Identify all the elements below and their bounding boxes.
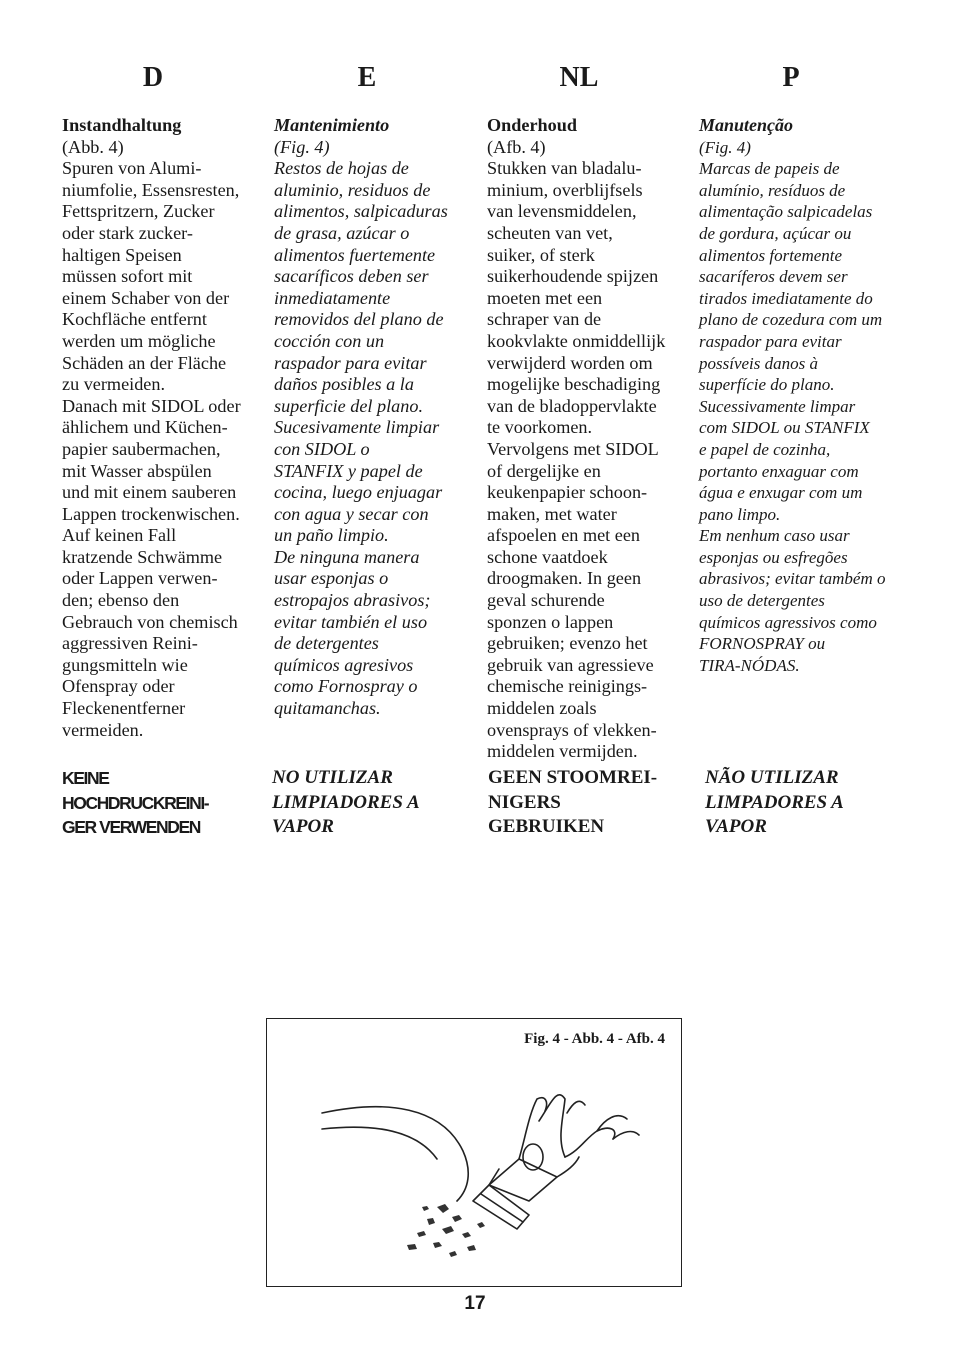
warning-german: KEINE HOCHDRUCKREINI- GER VERWENDEN [62, 768, 209, 837]
column-spanish [274, 115, 474, 720]
body-text: Stukken van bladalu- minium, overblijfsels van levensmiddelen, scheuten van vet, suiker, of sterk suikerhoudende spijzen moeten met een schraper van de kookvlakte onmiddellijk verwijderd worden om mogelijke beschadiging van de bladoppervlakte te voorkomen. Vervolgens met SIDOL of dergelijke en keukenpapier schoon- maken, met water afspoelen en met een schone vaatdoek droogmaken. In geen geval schurende sponzen o lappen gebruiken; evenzo het gebruik van agressieve chemische reinigings- middelen zoals ovensprays of vlekken- middelen vermijden. [487, 158, 666, 762]
section-heading: Instandhaltung [62, 115, 182, 135]
column-german [62, 115, 262, 741]
figure-reference: (Fig. 4) [274, 136, 330, 157]
column-portuguese [699, 115, 904, 676]
figure-box [266, 1018, 682, 1287]
scraper-cleaning-hob-icon [267, 1019, 681, 1286]
page-number: 17 [464, 1293, 486, 1314]
warning-spanish: NO UTILIZAR LIMPIADORES A VAPOR [272, 767, 420, 837]
language-header-pt: P [782, 62, 800, 93]
section-heading: Onderhoud [487, 115, 577, 135]
figure-reference: (Afb. 4) [487, 136, 546, 157]
body-text: Marcas de papeis de alumínio, resíduos de alimentação salpicadelas de gordura, açúcar ou alimentos fortemente sacaríferos devem ser tirados imediatamente do plano de cozedura com um raspador para evitar possíveis danos à superfície do plano. Sucessivamente limpar com SIDOL ou STANFIX e papel de cozinha, portanto enxaguar com água e enxugar com um pano limpo. Em nenhum caso usar esponjas ou esfregões abrasivos; evitar também o uso de detergentes químicos agressivos como FORNOSPRAY ou TIRA-NÓDAS. [699, 159, 886, 675]
warning-portuguese: NÃO UTILIZAR LIMPADORES A VAPOR [705, 767, 844, 837]
column-dutch [487, 115, 687, 763]
body-text: Spuren von Alumi- niumfolie, Essensresten, Fettspritzern, Zucker oder stark zucker- haltigen Speisen müssen sofort mit einem Schaber von der Kochfläche entfernt werden um mögliche Schäden an der Fläche zu vermeiden. Danach mit SIDOL oder ählichem und Küchen- papier saubermachen, mit Wasser abspülen und mit einem sauberen Lappen trockenwischen. Auf keinen Fall kratzende Schwämme oder Lappen verwen- den; ebenso den Gebrauch von chemisch aggressiven Reini- gungsmitteln wie Ofenspray oder Fleckenentferner vermeiden. [62, 158, 241, 740]
figure-reference: (Abb. 4) [62, 136, 124, 157]
language-header-de: D [142, 62, 164, 93]
body-text: Restos de hojas de aluminio, residuos de alimentos, salpicaduras de grasa, azúcar o alimentos fuertemente sacaríficos deben ser inmediatamente removidos del plano de cocción con un raspador para evitar daños posibles a la superficie del plano. Sucesivamente limpiar con SIDOL o STANFIX y papel de cocina, luego enjuagar con agua y secar con un paño limpio. De ninguna manera usar esponjas o estropajos abrasivos; evitar también el uso de detergentes químicos agresivos como Fornospray o quitamanchas. [274, 158, 448, 719]
section-heading: Manutenção [699, 115, 794, 135]
language-header-es: E [357, 62, 377, 93]
warning-dutch: GEEN STOOMREI- NIGERS GEBRUIKEN [488, 767, 658, 837]
figure-reference: (Fig. 4) [699, 137, 751, 157]
figure-caption: Fig. 4 - Abb. 4 - Afb. 4 [524, 1031, 665, 1047]
section-heading: Mantenimiento [274, 115, 390, 135]
language-header-nl: NL [559, 62, 599, 93]
